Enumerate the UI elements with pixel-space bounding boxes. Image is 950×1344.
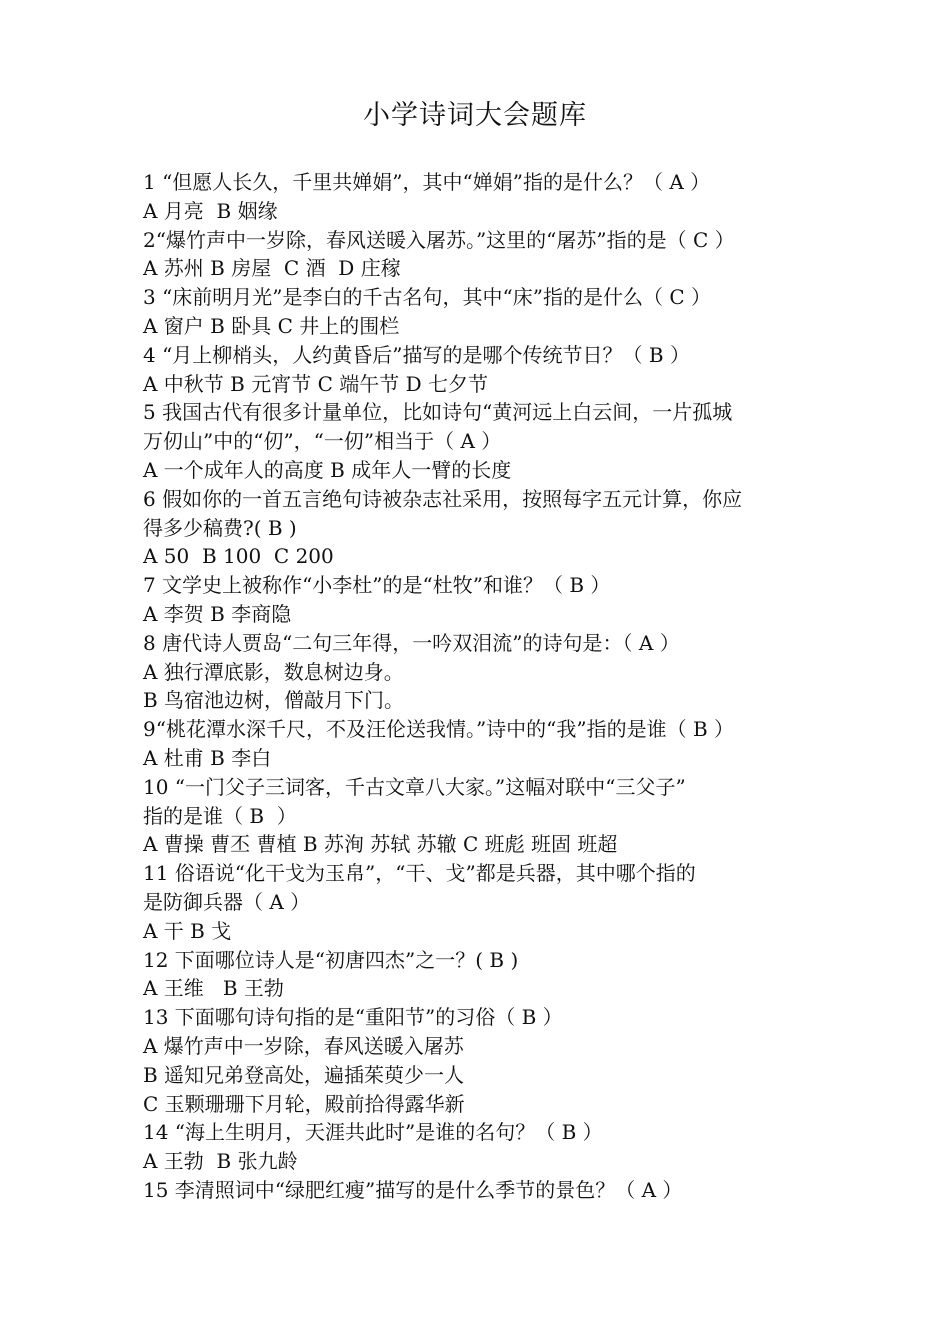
text-line: 5 我国古代有很多计量单位，比如诗句“黄河远上白云间，一片孤城 [143, 400, 733, 425]
text-line: A 李贺 B 李商隐 [143, 601, 292, 626]
text-line: C 玉颗珊珊下月轮，殿前拾得露华新 [143, 1091, 465, 1116]
text-line: 7 文学史上被称作“小李杜”的是“杜牧”和谁？（ B ） [143, 573, 611, 598]
text-line: 13 下面哪句诗句指的是“重阳节”的习俗（ B ） [143, 1005, 563, 1030]
text-line: 15 李清照词中“绿肥红瘦”描写的是什么季节的景色？（ A ） [143, 1177, 683, 1202]
text-line: 12 下面哪位诗人是“初唐四杰”之一？( B ) [143, 947, 519, 972]
text-line: 10 “一门父子三词客，千古文章八大家。”这幅对联中“三父子” [143, 774, 686, 799]
text-line: A 独行潭底影，数息树边身。 [143, 659, 404, 684]
text-line: 1 “但愿人长久，千里共婵娟”，其中“婵娟”指的是什么？（ A ） [143, 170, 711, 194]
text-line: A 50 B 100 C 200 [143, 544, 334, 569]
text-line: 指的是谁（ B ） [143, 803, 297, 828]
text-line: A 月亮 B 姻缘 [143, 198, 278, 223]
text-line: A 曹操 曹丕 曹植 B 苏洵 苏轼 苏辙 C 班彪 班固 班超 [143, 832, 618, 857]
text-line: A 一个成年人的高度 B 成年人一臂的长度 [143, 457, 512, 482]
text-line: B 遥知兄弟登高处，遍插茱萸少一人 [143, 1062, 465, 1087]
text-line: 是防御兵器（ A ） [143, 889, 311, 914]
text-line: 9“桃花潭水深千尺，不及汪伦送我情。”诗中的“我”指的是谁（ B ） [143, 717, 735, 742]
text-line: A 苏州 B 房屋 C 酒 D 庄稼 [143, 256, 401, 281]
text-line: 14 “海上生明月，天涯共此时”是谁的名句？（ B ） [143, 1120, 603, 1145]
text-line: 4 “月上柳梢头，人约黄昏后”描写的是哪个传统节日？（ B ） [143, 342, 690, 367]
text-line: A 窗户 B 卧具 C 井上的围栏 [143, 313, 400, 338]
text-line: A 王维 B 王勃 [143, 976, 284, 1001]
document-title: 小学诗词大会题库 [363, 100, 587, 131]
text-line: 11 俗语说“化干戈为玉帛”，“干、戈”都是兵器，其中哪个指的 [143, 861, 696, 886]
text-line: 万仞山”中的“仞”，“一仞”相当于（ A ） [143, 429, 502, 454]
text-line: A 中秋节 B 元宵节 C 端午节 D 七夕节 [143, 371, 488, 396]
text-line: 得多少稿费?( B ) [143, 515, 297, 540]
text-line: A 杜甫 B 李白 [143, 745, 272, 770]
text-line: 6 假如你的一首五言绝句诗被杂志社采用，按照每字五元计算，你应 [143, 486, 743, 511]
text-line: A 爆竹声中一岁除，春风送暖入屠苏 [143, 1033, 464, 1058]
text-line: B 鸟宿池边树，僧敲月下门。 [143, 688, 405, 713]
text-line: A 王勃 B 张九龄 [143, 1149, 298, 1174]
text-line: A 干 B 戈 [143, 918, 232, 943]
text-line: 8 唐代诗人贾岛“二句三年得，一吟双泪流”的诗句是：（ A ） [143, 630, 680, 655]
text-line: 2“爆竹声中一岁除，春风送暖入屠苏。”这里的“屠苏”指的是（ C ） [143, 227, 735, 252]
text-line: 3 “床前明月光”是李白的千古名句，其中“床”指的是什么（ C ） [143, 285, 711, 310]
question-list [143, 168, 811, 1205]
